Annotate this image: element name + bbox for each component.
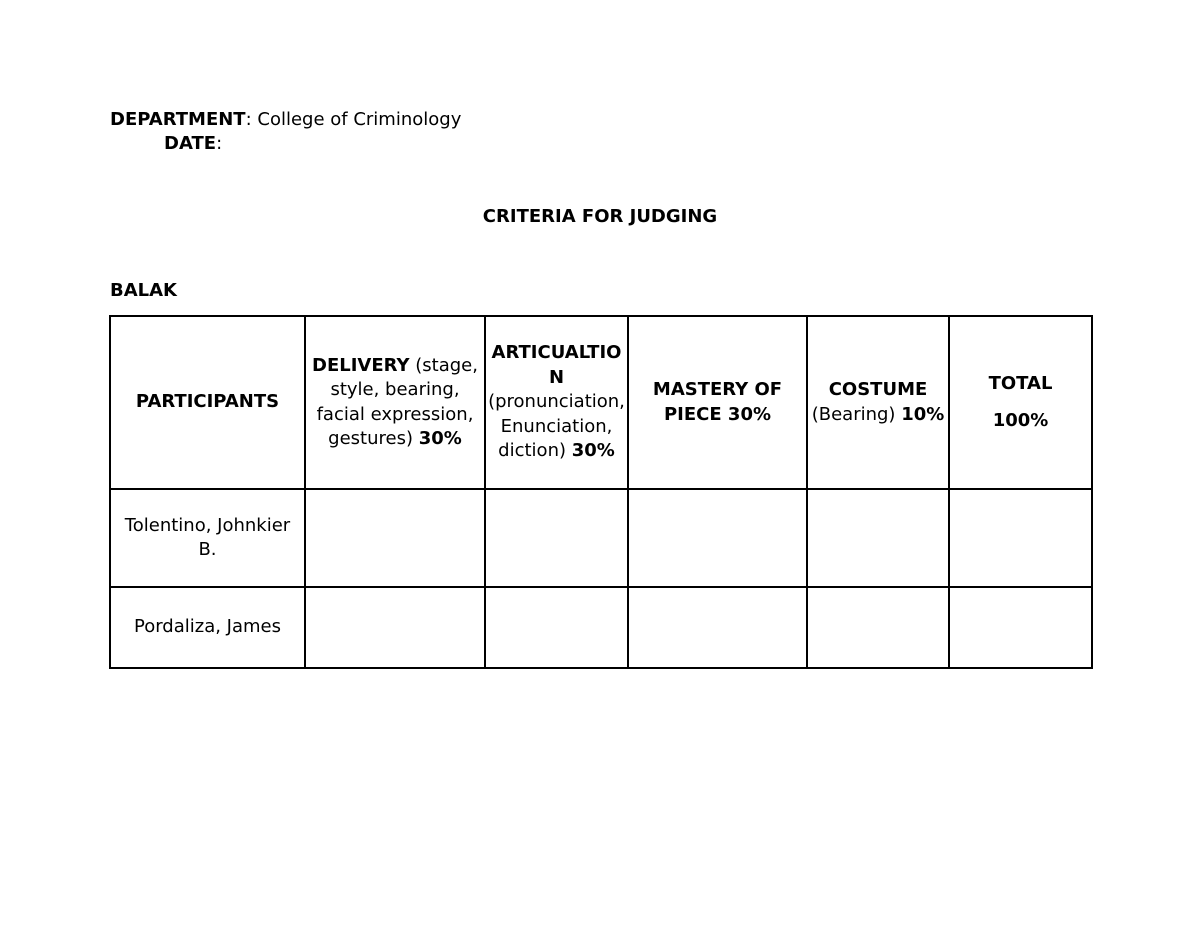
date-label: DATE	[164, 133, 217, 154]
header-delivery: DELIVERY (stage, style, bearing, facial expression, gestures) 30%	[305, 316, 485, 489]
page-title: CRITERIA FOR JUDGING	[482, 206, 718, 227]
participant-cell: Tolentino, Johnkier B.	[110, 489, 305, 587]
table-header-row	[110, 316, 1092, 489]
mastery-score-cell[interactable]	[628, 587, 807, 668]
category-heading: BALAK	[110, 280, 177, 301]
costume-score-cell[interactable]	[807, 587, 949, 668]
table-row	[110, 587, 1092, 668]
participant-cell: Pordaliza, James	[110, 587, 305, 668]
date-line	[164, 132, 222, 156]
header-total: TOTAL 100%	[949, 316, 1092, 489]
costume-score-cell[interactable]	[807, 489, 949, 587]
table-row	[110, 489, 1092, 587]
delivery-score-cell[interactable]	[305, 587, 485, 668]
department-value: College of Criminology	[257, 109, 462, 130]
total-score-cell[interactable]	[949, 587, 1092, 668]
delivery-score-cell[interactable]	[305, 489, 485, 587]
department-line	[110, 108, 461, 132]
header-participants: PARTICIPANTS	[110, 316, 305, 489]
department-separator: :	[245, 109, 258, 130]
mastery-score-cell[interactable]	[628, 489, 807, 587]
articulation-score-cell[interactable]	[485, 587, 628, 668]
header-mastery: MASTERY OF PIECE 30%	[628, 316, 807, 489]
total-score-cell[interactable]	[949, 489, 1092, 587]
judging-table	[109, 315, 1093, 669]
articulation-score-cell[interactable]	[485, 489, 628, 587]
date-separator: :	[216, 133, 223, 154]
header-articulation: ARTICUALTION (pronunciation, Enunciation, diction) 30%	[485, 316, 628, 489]
header-costume: COSTUME (Bearing) 10%	[807, 316, 949, 489]
department-label: DEPARTMENT	[110, 109, 246, 130]
